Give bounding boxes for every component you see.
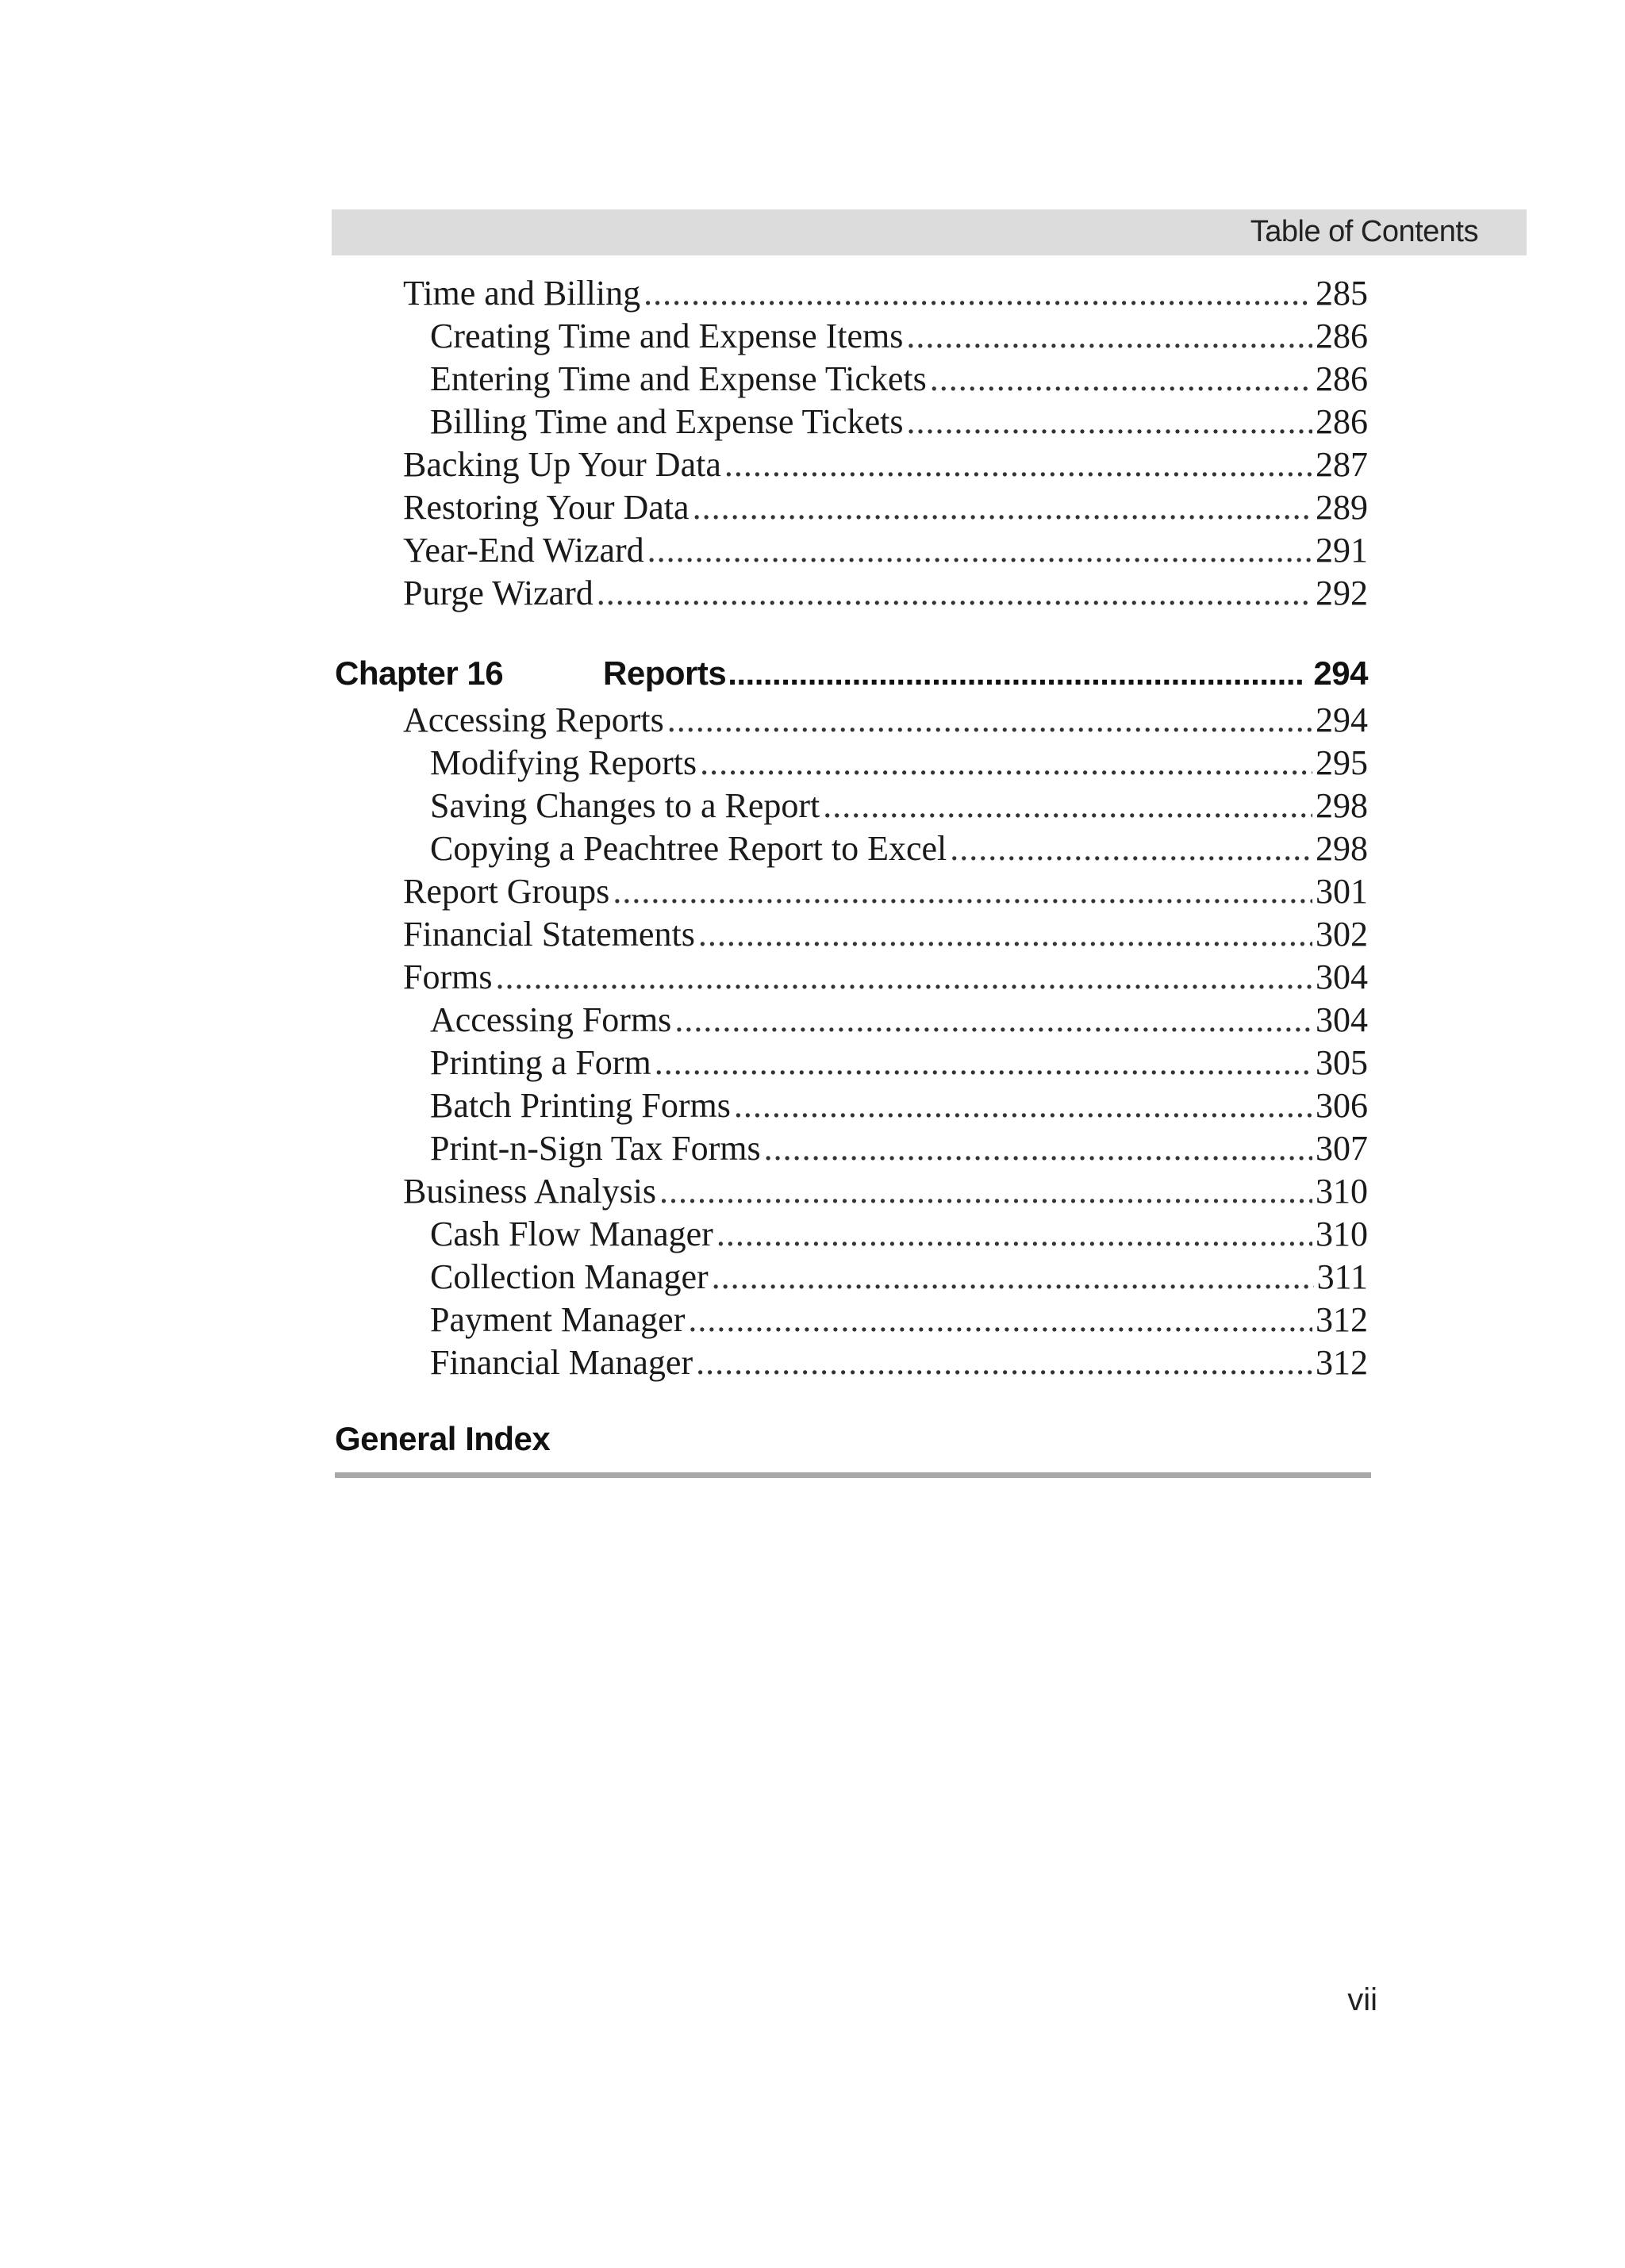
toc-entry-page: 304 (1316, 957, 1368, 996)
toc-dot-leader (696, 1341, 1312, 1384)
toc-entry[interactable] (403, 315, 1368, 358)
toc-entry[interactable] (403, 1256, 1368, 1299)
toc-dot-leader (667, 699, 1312, 742)
toc-entry-page: 304 (1316, 1000, 1368, 1039)
toc-dot-leader (693, 486, 1312, 529)
toc-entry-page: 298 (1316, 786, 1368, 825)
toc-entry-page: 301 (1316, 872, 1368, 911)
toc-entry-page: 289 (1316, 488, 1368, 527)
toc-entry-label: Backing Up Your Data (403, 445, 721, 484)
toc-entry-label: Financial Manager (430, 1343, 693, 1382)
toc-entry-page: 302 (1316, 915, 1368, 954)
page-folio: vii (1347, 1982, 1377, 2017)
toc-entry-label: Batch Printing Forms (430, 1086, 731, 1125)
toc-entry-page: 291 (1316, 531, 1368, 570)
toc-dot-leader (823, 785, 1312, 827)
toc-dot-leader (734, 1084, 1312, 1127)
toc-entry-page: 306 (1316, 1086, 1368, 1125)
toc-entry-label: Business Analysis (403, 1172, 657, 1211)
toc-entry-label: Print-n-Sign Tax Forms (430, 1129, 761, 1168)
toc-entry[interactable] (403, 870, 1368, 913)
toc-entry[interactable] (403, 699, 1368, 742)
toc-entry-page: 286 (1316, 359, 1368, 398)
toc-dot-leader (495, 956, 1312, 999)
toc-dot-leader (597, 572, 1312, 615)
toc-entry-label: Creating Time and Expense Items (430, 317, 904, 355)
toc-entry[interactable] (403, 913, 1368, 956)
toc-entry[interactable] (403, 272, 1368, 315)
toc-entry-label: Accessing Forms (430, 1000, 672, 1039)
toc-entry[interactable] (403, 529, 1368, 572)
toc-entry-page: 285 (1316, 274, 1368, 313)
toc-entry-label: Payment Manager (430, 1300, 686, 1339)
toc-entry[interactable] (403, 1042, 1368, 1084)
toc-entry-page: 307 (1316, 1129, 1368, 1168)
toc-entry[interactable] (403, 742, 1368, 785)
chapter-dot-leader (728, 649, 1302, 698)
toc-entry-label: Collection Manager (430, 1257, 709, 1296)
toc-entry-page: 305 (1316, 1043, 1368, 1082)
toc-entry-label: Financial Statements (403, 915, 695, 954)
toc-section-chapter (403, 699, 1368, 1384)
chapter-number: Chapter 16 (335, 654, 504, 692)
toc-entry[interactable] (403, 401, 1368, 443)
toc-entry-page: 311 (1316, 1257, 1368, 1296)
toc-dot-leader (930, 358, 1312, 401)
running-header-title: Table of Contents (1250, 215, 1478, 248)
toc-entry[interactable] (403, 785, 1368, 827)
toc-entry[interactable] (403, 827, 1368, 870)
toc-entry-label: Copying a Peachtree Report to Excel (430, 829, 947, 868)
toc-dot-leader (688, 1299, 1312, 1341)
toc-entry-label: Printing a Form (430, 1043, 651, 1082)
toc-dot-leader (906, 315, 1312, 358)
toc-entry-page: 310 (1316, 1215, 1368, 1253)
toc-entry[interactable] (403, 999, 1368, 1042)
toc-entry-page: 310 (1316, 1172, 1368, 1211)
toc-entry-page: 312 (1316, 1300, 1368, 1339)
toc-entry-page: 312 (1316, 1343, 1368, 1382)
toc-entry-label: Forms (403, 957, 493, 996)
toc-entry-label: Time and Billing (403, 274, 641, 313)
toc-entry-label: Year-End Wizard (403, 531, 644, 570)
toc-entry-page: 292 (1316, 574, 1368, 612)
toc-entry-label: Cash Flow Manager (430, 1215, 713, 1253)
toc-dot-leader (613, 870, 1312, 913)
toc-dot-leader (712, 1256, 1314, 1299)
toc-dot-leader (724, 443, 1312, 486)
toc-entry-label: Modifying Reports (430, 743, 697, 782)
toc-entry-label: Restoring Your Data (403, 488, 690, 527)
toc-entry-label: Billing Time and Expense Tickets (430, 402, 904, 441)
chapter-heading[interactable] (335, 649, 1368, 698)
toc-entry-label: Entering Time and Expense Tickets (430, 359, 927, 398)
toc-entry[interactable] (403, 443, 1368, 486)
toc-entry-label: Purge Wizard (403, 574, 594, 612)
toc-entry[interactable] (403, 1084, 1368, 1127)
toc-entry[interactable] (403, 1170, 1368, 1213)
toc-section-top (403, 272, 1368, 615)
toc-entry[interactable] (403, 956, 1368, 999)
toc-entry[interactable] (403, 572, 1368, 615)
toc-entry[interactable] (403, 486, 1368, 529)
toc-dot-leader (700, 742, 1312, 785)
section-divider (335, 1472, 1371, 1478)
toc-dot-leader (950, 827, 1312, 870)
toc-dot-leader (643, 272, 1312, 315)
toc-dot-leader (647, 529, 1312, 572)
toc-entry-page: 286 (1316, 317, 1368, 355)
toc-entry[interactable] (403, 1341, 1368, 1384)
toc-entry-page: 287 (1316, 445, 1368, 484)
toc-dot-leader (907, 401, 1312, 443)
toc-entry[interactable] (403, 1127, 1368, 1170)
toc-dot-leader (764, 1127, 1312, 1170)
chapter-title: Reports (603, 654, 727, 692)
toc-dot-leader (716, 1213, 1312, 1256)
toc-entry-page: 298 (1316, 829, 1368, 868)
toc-dot-leader (698, 913, 1312, 956)
general-index-heading[interactable]: General Index (335, 1420, 551, 1457)
toc-dot-leader (674, 999, 1312, 1042)
toc-entry-page: 294 (1316, 700, 1368, 739)
toc-entry-label: Saving Changes to a Report (430, 786, 820, 825)
toc-dot-leader (655, 1042, 1312, 1084)
toc-entry-page: 286 (1316, 402, 1368, 441)
toc-entry-label: Report Groups (403, 872, 610, 911)
toc-dot-leader (659, 1170, 1312, 1213)
toc-entry[interactable] (403, 358, 1368, 401)
toc-entry-page: 295 (1316, 743, 1368, 782)
toc-entry-label: Accessing Reports (403, 700, 664, 739)
chapter-page-number: 294 (1313, 654, 1368, 692)
toc-entry[interactable] (403, 1299, 1368, 1341)
toc-entry[interactable] (403, 1213, 1368, 1256)
